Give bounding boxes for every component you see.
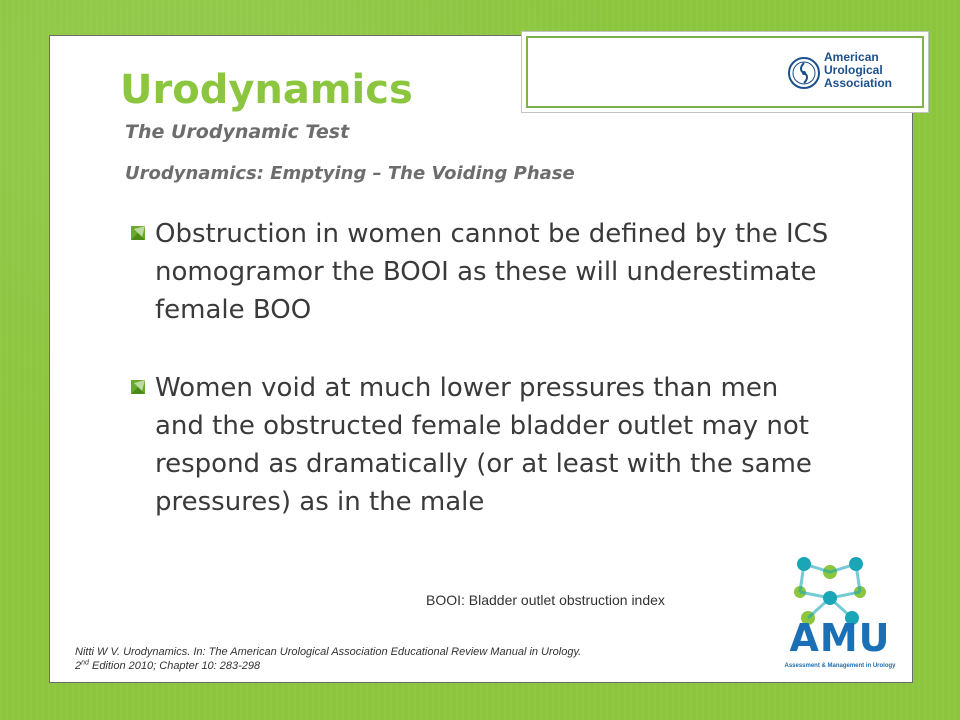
aua-logo-text [824,51,892,90]
section-heading: Urodynamics: Emptying – The Voiding Phase [125,163,575,184]
amu-logo [773,548,907,678]
citation-line-1: Nitti W V. Urodynamics. In: The American Urological Association Educational Review Manual in Urology. [75,646,582,658]
open-box-bullet-icon [130,379,146,395]
slide-title: Urodynamics [120,67,413,113]
bullet-text: Women void at much lower pressures than men and the obstructed female bladder outlet may not respond as dramatically (or at least with the same pressures) as in the male [155,373,812,517]
aua-logo-frame [526,36,924,108]
bullet-item [130,369,830,521]
booi-footnote: BOOI: Bladder outlet obstruction index [426,592,665,608]
slide-subtitle: The Urodynamic Test [125,121,350,143]
citation-edition-number: 2 [75,660,82,672]
citation-line-2: Edition 2010; Chapter 10: 283-298 [88,660,261,672]
aua-logo [788,48,906,98]
bullet-text: Obstruction in women cannot be defined by the ICS nomogramor the BOOI as these will underestimate female BOO [155,219,829,325]
citation-edition-suffix: nd [81,659,89,667]
bullet-list [130,215,830,521]
aua-seal-icon [788,53,820,93]
aua-logo-line-1: American [824,50,879,64]
open-box-bullet-icon [130,225,146,241]
aua-logo-line-3: Association [824,76,893,90]
aua-logo-line-2: Urological [824,63,883,77]
citation [75,645,755,673]
amu-logo-letters: AMU [789,616,891,660]
amu-logo-tagline: Assessment & Management in Urology [784,663,896,669]
bullet-item [130,215,830,329]
